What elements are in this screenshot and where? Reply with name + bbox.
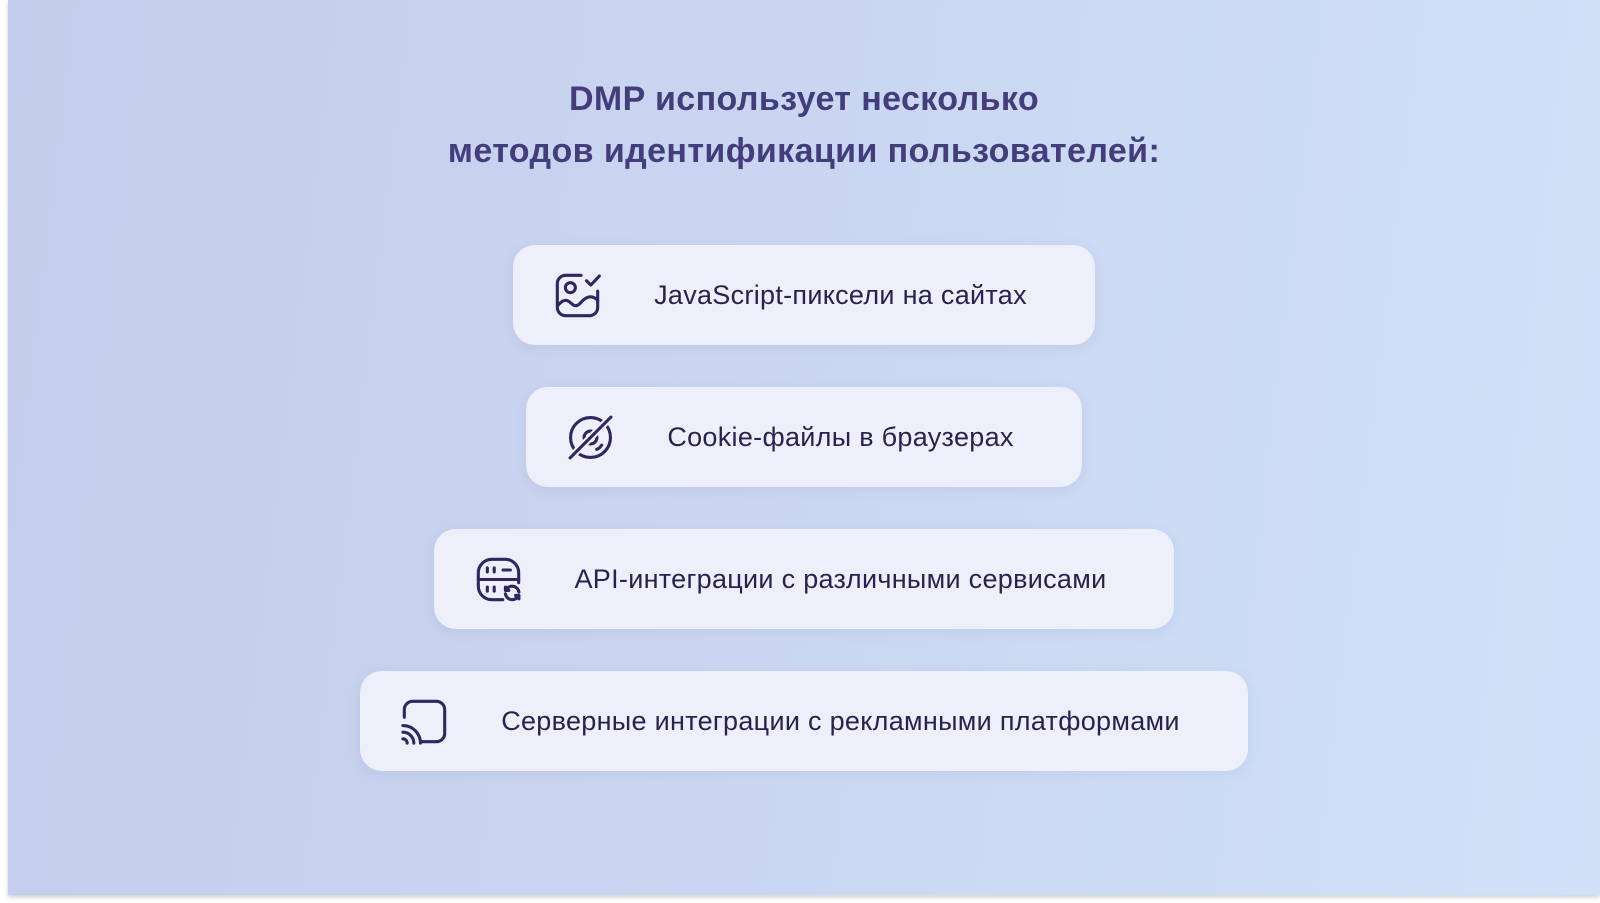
- slide-canvas: [8, 0, 1600, 895]
- list-item-label: JavaScript-пиксели на сайтах: [654, 279, 1027, 310]
- list-item-api-integrations: [434, 529, 1175, 629]
- list-item-label: Cookie-файлы в браузерах: [667, 421, 1014, 452]
- page-title-line-2: методов идентификации пользователей:: [447, 131, 1161, 170]
- image-check-icon: [549, 267, 606, 324]
- identification-methods-list: [8, 245, 1600, 771]
- server-sync-icon: [470, 551, 527, 608]
- list-item-js-pixels: [513, 245, 1095, 345]
- list-item-label: API-интеграции с различными сервисами: [574, 563, 1107, 594]
- list-item-server-integrations: [360, 671, 1248, 771]
- page-title: [8, 0, 1600, 177]
- list-item-label: Серверные интеграции с рекламными платформами: [501, 705, 1180, 736]
- list-item-cookies: [526, 387, 1081, 487]
- cookie-off-icon: [562, 409, 619, 466]
- cast-icon: [396, 693, 453, 750]
- page-title-line-1: DMP использует несколько: [568, 80, 1040, 118]
